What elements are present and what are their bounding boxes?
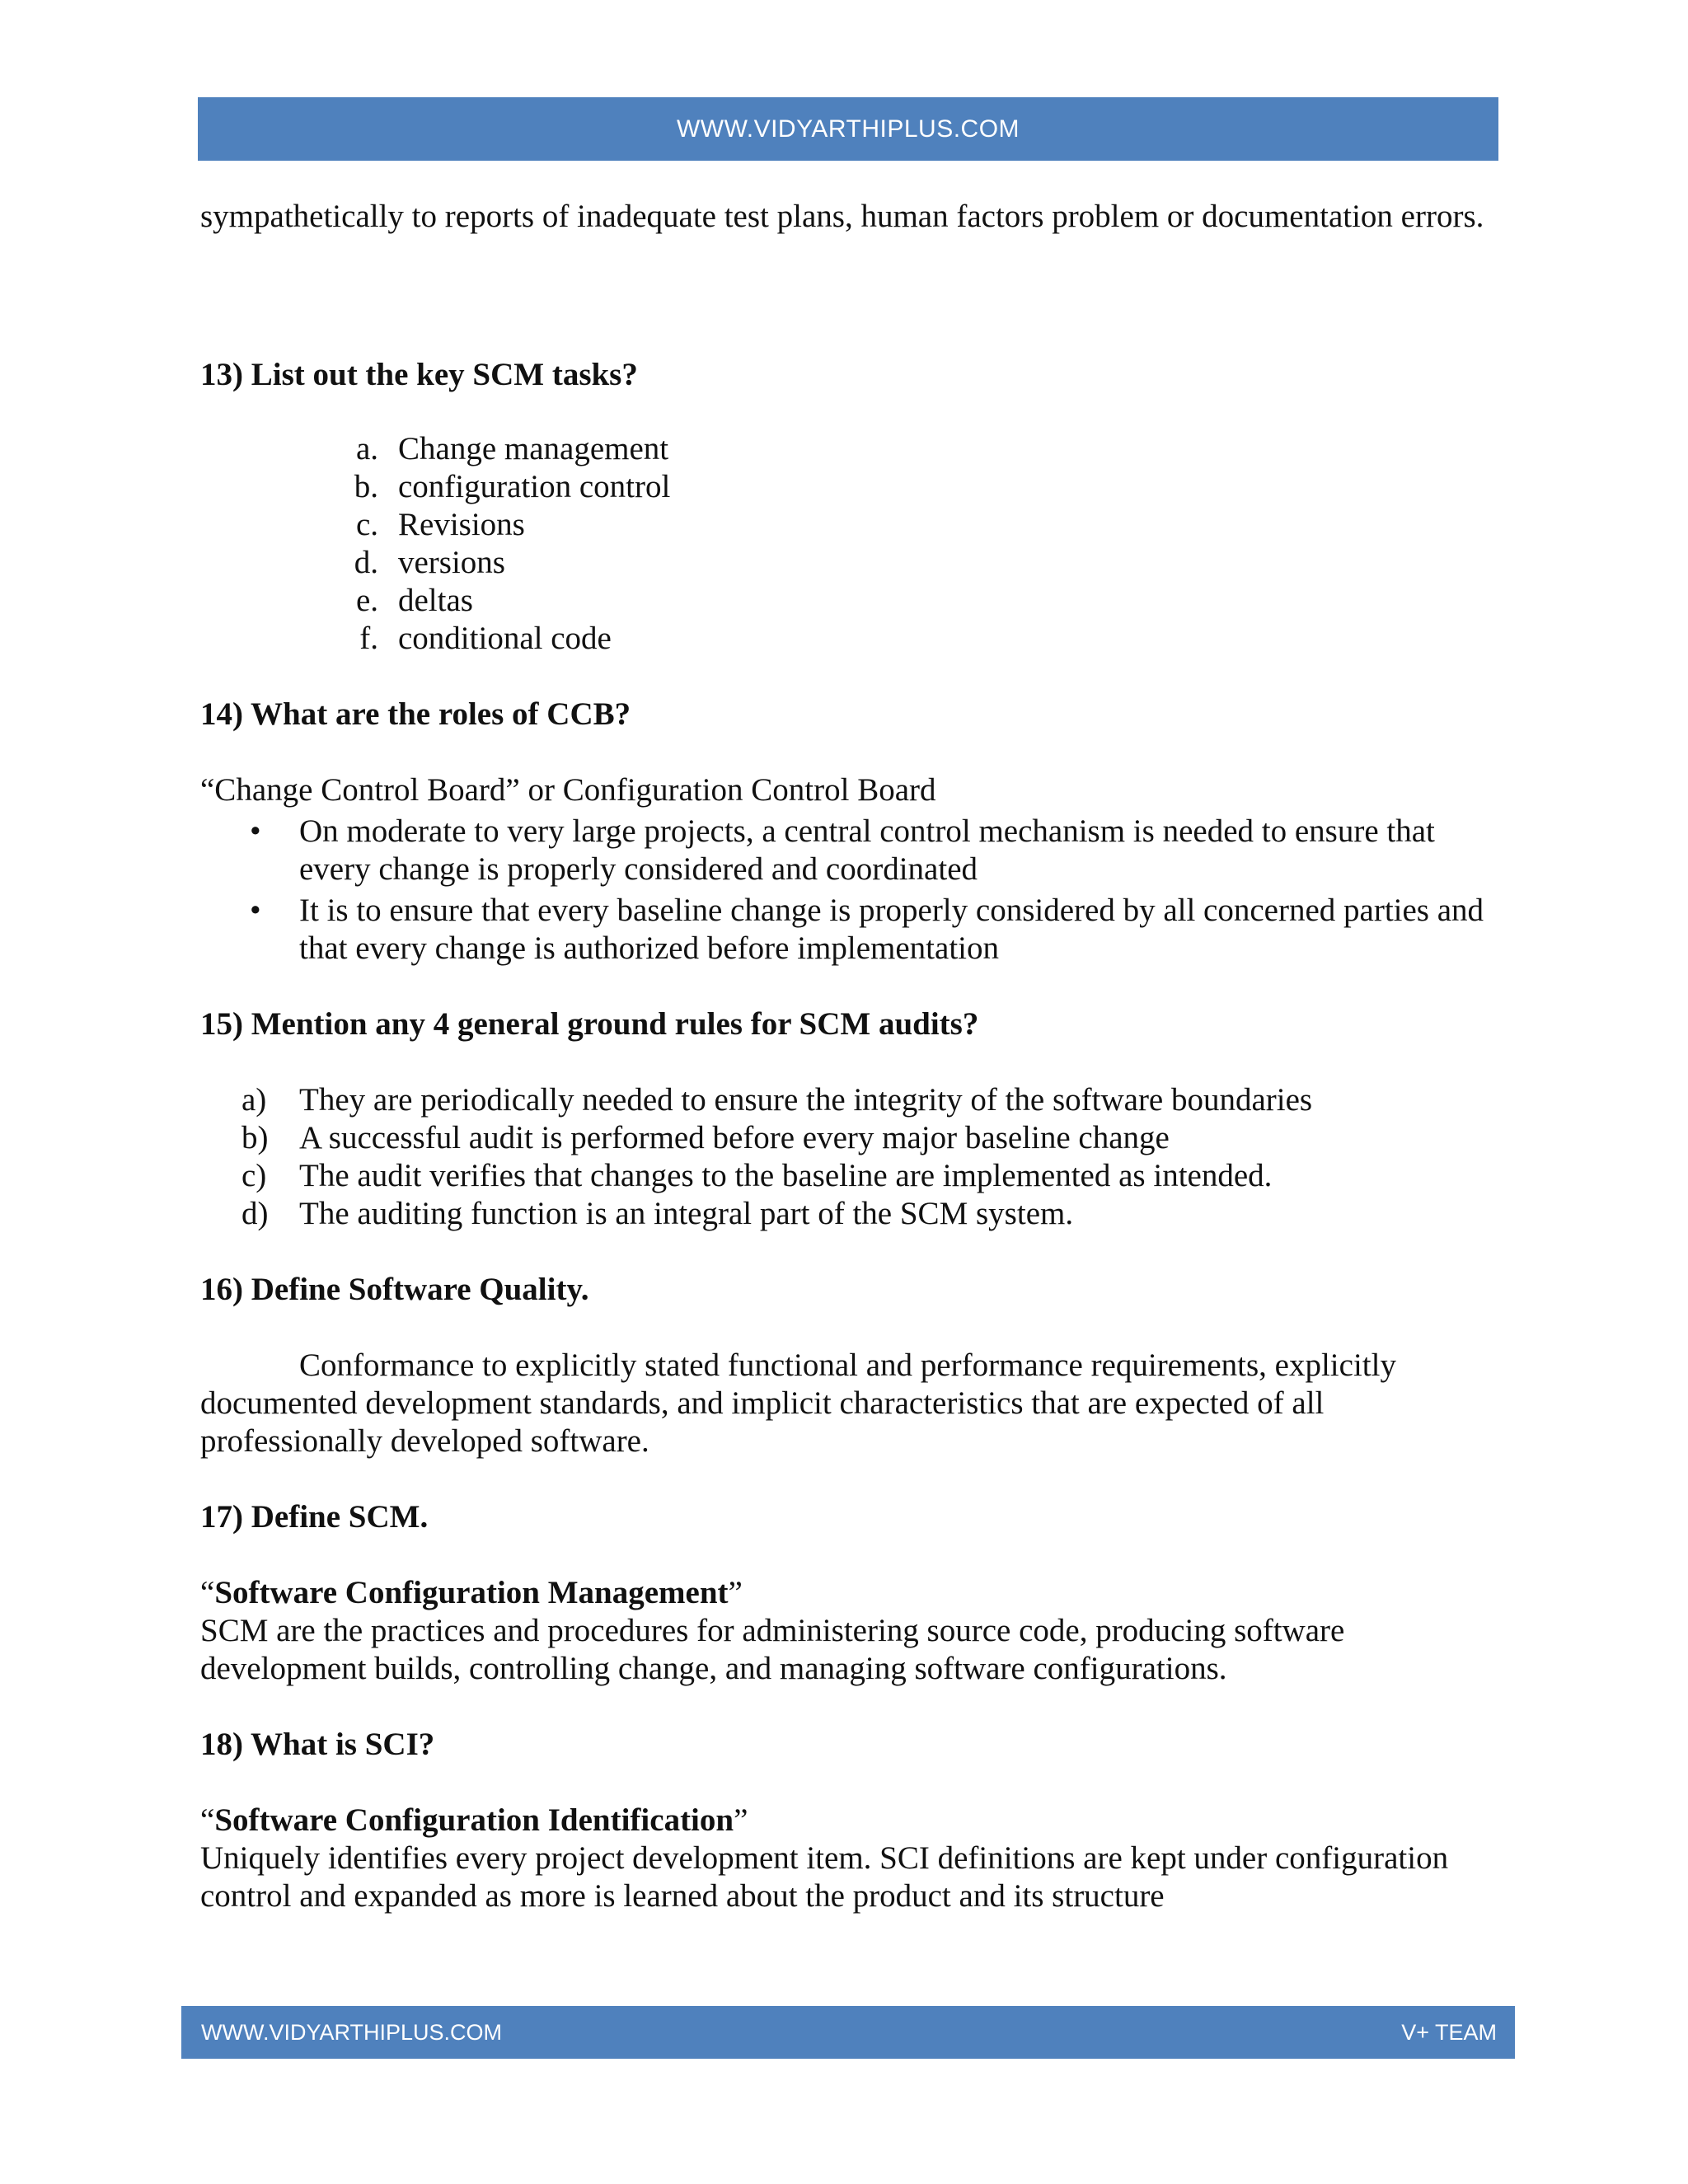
document-body <box>200 198 1503 1915</box>
q13-heading: 13) List out the key SCM tasks? <box>200 357 638 392</box>
q15-rule-list <box>200 1081 1503 1233</box>
bullet-icon: • <box>250 813 261 849</box>
list-item: e. deltas <box>355 583 473 618</box>
list-item: b) A successful audit is performed before every major baseline change <box>241 1120 1170 1155</box>
footer-team-label: V+ TEAM <box>1401 2019 1497 2045</box>
list-item: d) The auditing function is an integral part of the SCM system. <box>241 1196 1074 1231</box>
intro-paragraph: sympathetically to reports of inadequate test plans, human factors problem or documentation errors. <box>200 199 1484 234</box>
page-header-bar <box>198 97 1498 161</box>
q18-body: Uniquely identifies every project development item. SCI definitions are kept under configuration control and expanded as more is learned about the product and its structure <box>200 1840 1449 1914</box>
list-item: f. conditional code <box>359 621 612 656</box>
q13-task-list <box>200 430 1503 658</box>
footer-site-url: WWW.VIDYARTHIPLUS.COM <box>201 2019 503 2045</box>
q17-body: SCM are the practices and procedures for administering source code, producing software development builds, controlling change, and managing software configurations. <box>200 1613 1345 1686</box>
q14-heading: 14) What are the roles of CCB? <box>200 696 631 732</box>
q17-term: Software Configuration Management <box>214 1575 729 1610</box>
q18-heading: 18) What is SCI? <box>200 1727 435 1762</box>
list-item: b. configuration control <box>354 469 671 504</box>
q15-heading: 15) Mention any 4 general ground rules for SCM audits? <box>200 1006 979 1042</box>
header-site-url: WWW.VIDYARTHIPLUS.COM <box>676 115 1020 143</box>
list-item: • It is to ensure that every baseline change is properly considered by all concerned parties and that every change is authorized before implementation <box>250 893 1484 966</box>
q16-heading: 16) Define Software Quality. <box>200 1272 589 1307</box>
page-footer-bar <box>181 2006 1515 2059</box>
q17-term-line: “Software Configuration Management” <box>200 1575 743 1610</box>
q18-term: Software Configuration Identification <box>214 1802 734 1838</box>
q16-body: Conformance to explicitly stated functional and performance requirements, explicitly documented development standards, and implicit characteristics that are expected of all professionally developed software. <box>200 1347 1396 1459</box>
list-item: a. Change management <box>355 431 669 466</box>
list-item: d. versions <box>354 545 505 580</box>
q17-heading: 17) Define SCM. <box>200 1499 429 1535</box>
q14-bullet-list <box>200 813 1503 968</box>
q18-term-line: “Software Configuration Identification” <box>200 1802 748 1838</box>
list-item: c) The audit verifies that changes to the baseline are implemented as intended. <box>241 1158 1273 1193</box>
list-item: a) They are periodically needed to ensure the integrity of the software boundaries <box>241 1082 1313 1118</box>
bullet-icon: • <box>250 893 261 928</box>
list-item: • On moderate to very large projects, a central control mechanism is needed to ensure that every change is properly considered and coordinated <box>250 813 1435 887</box>
list-item: c. Revisions <box>355 507 525 542</box>
q14-intro: “Change Control Board” or Configuration Control Board <box>200 772 936 808</box>
